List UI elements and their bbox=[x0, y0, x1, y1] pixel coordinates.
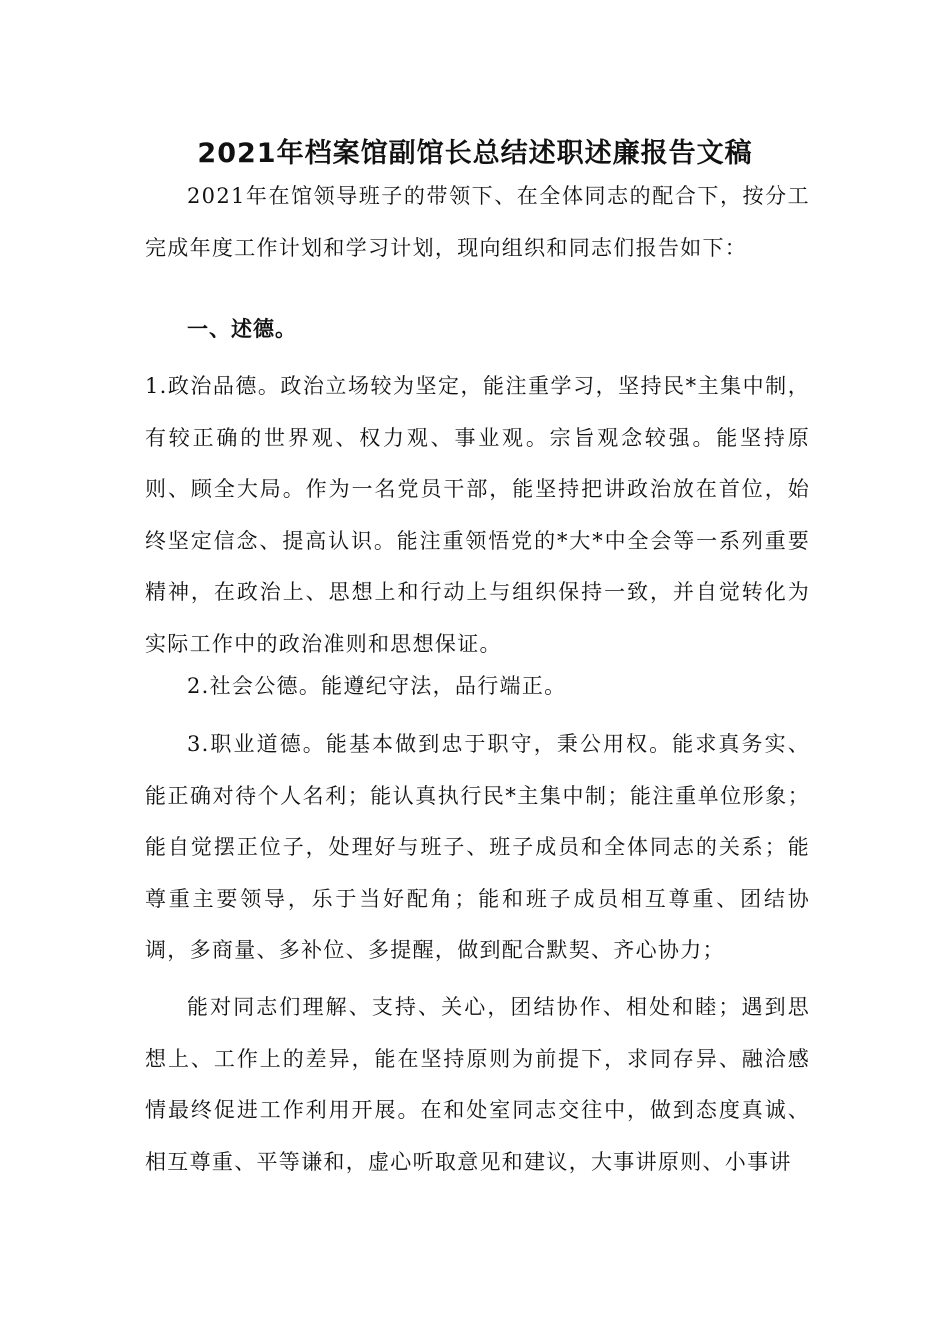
document-title: 2021年档案馆副馆长总结述职述廉报告文稿 bbox=[197, 138, 753, 169]
colleagues-paragraph: 能对同志们理解、支持、关心，团结协作、相处和睦；遇到思想上、工作上的差异，能在坚持原则为前提下，求同存异、融洽感情最终促进工作利用开展。在和处室同志交往中，做到态度真诚、相互尊重、平等谦和，虚心听取意见和建议，大事讲原则、小事讲 bbox=[145, 995, 810, 1174]
section-heading-shude: 一、述德。 bbox=[187, 317, 297, 341]
item-professional-ethics: 3.职业道德。能基本做到忠于职守，秉公用权。能求真务实、能正确对待个人名利；能认真执行民*主集中制；能注重单位形象；能自觉摆正位子，处理好与班子、班子成员和全体同志的关系；能尊重主要领导，乐于当好配角；能和班子成员相互尊重、团结协调，多商量、多补位、多提醒，做到配合默契、齐心协力； bbox=[145, 732, 810, 962]
item-political-morality: 1.政治品德。政治立场较为坚定，能注重学习，坚持民*主集中制，有较正确的世界观、权力观、事业观。宗旨观念较强。能坚持原则、顾全大局。作为一名党员干部，能坚持把讲政治放在首位，始终坚定信念、提高认识。能注重领悟党的*大*中全会等一系列重要精神，在政治上、思想上和行动上与组织保持一致，并自觉转化为实际工作中的政治准则和思想保证。 bbox=[145, 374, 810, 656]
intro-paragraph: 2021年在馆领导班子的带领下、在全体同志的配合下，按分工完成年度工作计划和学习计划，现向组织和同志们报告如下： bbox=[145, 184, 810, 260]
item-social-morality: 2.社会公德。能遵纪守法，品行端正。 bbox=[187, 674, 567, 698]
